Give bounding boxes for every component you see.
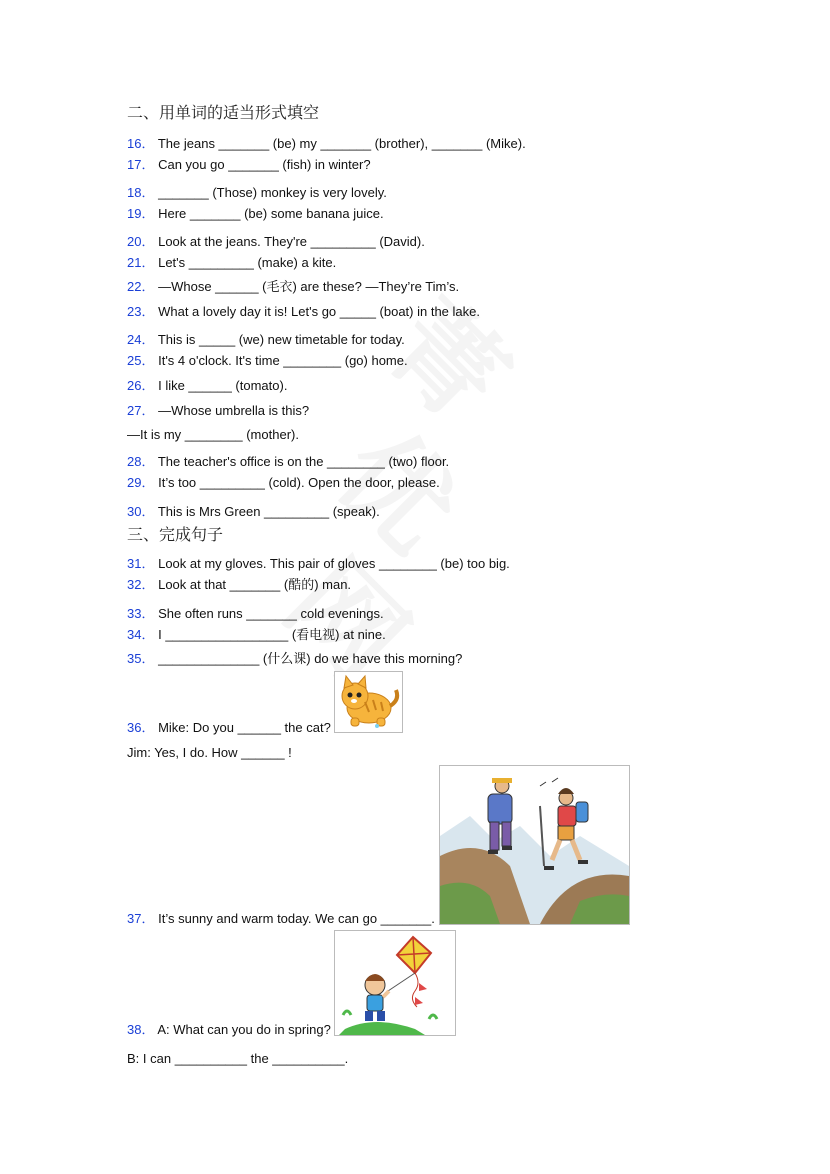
question-22: 22． —Whose ______ (毛衣) are these? —They’re Tim’s. — [127, 279, 460, 294]
section-title-complete-sentences: 三、完成句子 — [127, 525, 224, 544]
question-19: 19． Here _______ (be) some banana juice. — [127, 206, 384, 221]
question-38-answer: B: I can __________ the __________. — [127, 1051, 349, 1066]
question-27-answer: —It is my ________ (mother). — [127, 427, 299, 442]
question-26: 26． I like ______ (tomato). — [127, 378, 288, 393]
question-16: 16． The jeans _______ (be) my _______ (brother), _______ (Mike). — [127, 136, 526, 151]
question-36: 36． Mike: Do you ______ the cat? — [127, 720, 331, 735]
question-32: 32． Look at that _______ (酷的) man. — [127, 577, 352, 592]
question-35: 35． ______________ (什么课) do we have this morning? — [127, 651, 463, 666]
question-37: 37． It’s sunny and warm today. We can go _______. — [127, 911, 435, 926]
kite-image — [334, 930, 456, 1036]
question-18: 18． _______ (Those) monkey is very lovely. — [127, 185, 387, 200]
question-36-answer: Jim: Yes, I do. How ______ ! — [127, 745, 292, 760]
question-29: 29． It’s too _________ (cold). Open the door, please. — [127, 475, 440, 490]
question-23: 23． What a lovely day it is! Let's go _____ (boat) in the lake. — [127, 304, 480, 319]
question-34: 34． I _________________ (看电视) at nine. — [127, 627, 386, 642]
question-25: 25． It's 4 o'clock. It's time ________ (go) home. — [127, 353, 408, 368]
question-33: 33． She often runs _______ cold evenings. — [127, 606, 384, 621]
question-27: 27． —Whose umbrella is this? — [127, 403, 310, 418]
hiking-image — [439, 765, 630, 925]
question-20: 20． Look at the jeans. They're _________ (David). — [127, 234, 425, 249]
section-title-fill-in: 二、用单词的适当形式填空 — [127, 103, 320, 122]
question-28: 28． The teacher's office is on the ________ (two) floor. — [127, 454, 450, 469]
cat-image — [334, 671, 403, 733]
question-38: 38． A: What can you do in spring? — [127, 1022, 331, 1037]
question-17: 17． Can you go _______ (fish) in winter? — [127, 157, 371, 172]
question-24: 24． This is _____ (we) new timetable for today. — [127, 332, 405, 347]
question-30: 30． This is Mrs Green _________ (speak). — [127, 504, 380, 519]
question-21: 21． Let's _________ (make) a kite. — [127, 255, 337, 270]
question-31: 31． Look at my gloves. This pair of gloves ________ (be) too big. — [127, 556, 510, 571]
